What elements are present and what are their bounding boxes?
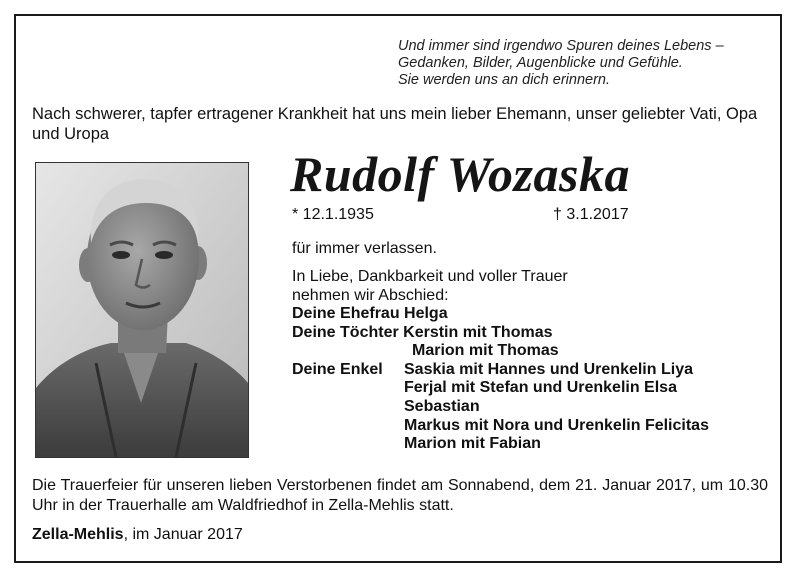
family-grandkid: Saskia mit Hannes und Urenkelin Liya <box>404 360 693 378</box>
mourning-line-1: In Liebe, Dankbarkeit und voller Trauer <box>292 268 568 285</box>
place-date-text: , im Januar 2017 <box>123 526 243 543</box>
poem <box>398 38 724 89</box>
family-grandkids-label: Deine Enkel <box>292 360 383 378</box>
family-grandkid: Sebastian <box>404 397 480 415</box>
family-daughter-row <box>292 342 559 361</box>
family-list <box>292 305 709 454</box>
family-grandkid-row <box>292 416 709 436</box>
family-daughter-2: Marion mit Thomas <box>412 342 559 360</box>
family-wife: Deine Ehefrau Helga <box>292 305 448 322</box>
place-town: Zella-Mehlis <box>32 526 124 543</box>
poem-line-2: Gedanken, Bilder, Augenblicke und Gefühle. <box>398 55 683 71</box>
family-grandkid-row <box>292 398 553 417</box>
birth-date: * 12.1.1935 <box>292 206 374 223</box>
deceased-name: Rudolf Wozaska <box>290 146 630 202</box>
funeral-info: Die Trauerfeier für unseren lieben Verstorbenen findet am Sonnabend, dem 21. Januar 2017, um 10.30 Uhr in der Trauerhalle am Waldfriedhof in Zella-Mehlis statt. <box>32 477 768 514</box>
family-grandkid-row <box>292 379 677 398</box>
family-grandkid: Marion mit Fabian <box>404 435 541 453</box>
mourning-line-2: nehmen wir Abschied: <box>292 286 449 304</box>
family-grandkid-row <box>292 435 553 454</box>
family-grandkid: Markus mit Nora und Urenkelin Felicitas <box>404 416 709 434</box>
family-grandkid-row <box>292 360 693 380</box>
portrait-photo <box>35 162 249 458</box>
mourning-text <box>292 268 568 305</box>
intro-text: Nach schwerer, tapfer ertragener Krankheit hat uns mein lieber Ehemann, unser geliebter Vati, Opa und Uropa <box>32 105 758 143</box>
death-date: † 3.1.2017 <box>553 206 629 223</box>
poem-line-1: Und immer sind irgendwo Spuren deines Lebens – <box>398 38 724 54</box>
family-grandkid: Ferjal mit Stefan und Urenkelin Elsa <box>404 379 677 397</box>
verlassen-text: für immer verlassen. <box>292 240 437 257</box>
place-date <box>32 525 243 545</box>
family-daughters: Deine Töchter Kerstin mit Thomas <box>292 323 553 341</box>
poem-line-3: Sie werden uns an dich erinnern. <box>398 72 610 88</box>
